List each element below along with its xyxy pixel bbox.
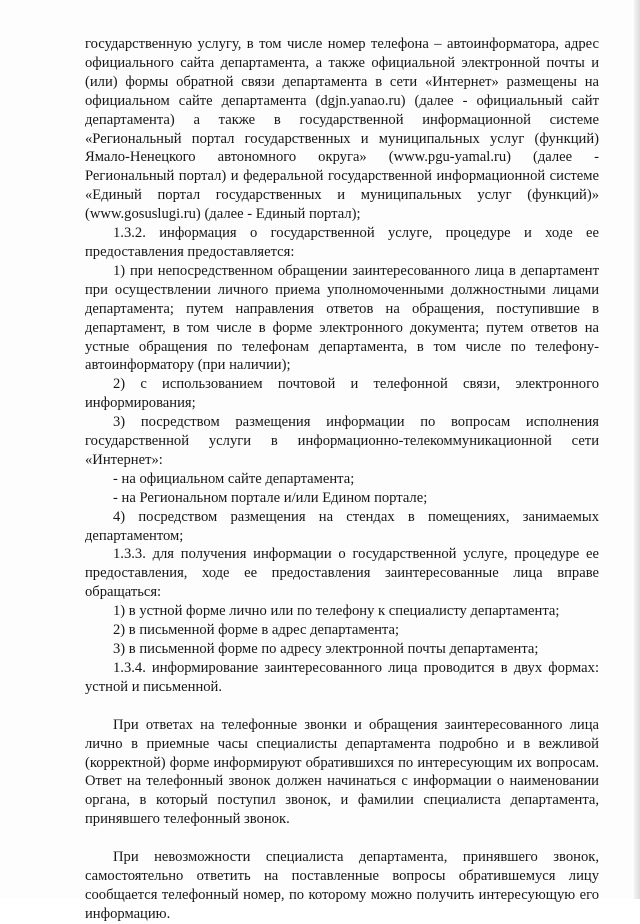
sub-item-portals: - на Региональном портале и/или Едином портале;: [113, 489, 428, 506]
paragraph-1-3-4: 1.3.4. информирование заинтересованного лица проводится в двух формах: устной и письменной.: [85, 659, 599, 695]
list-item-postal-phone: 2) с использованием почтовой и телефонной связи, электронного информирования;: [85, 376, 599, 412]
paragraph-unable-to-answer: При невозможности специалиста департамента, принявшего звонок, самостоятельно ответить на поставленные вопросы обратившемуся лицу сообщается телефонный номер, по которому можно получить интересующую его информацию.: [85, 849, 599, 922]
list-item-oral: 1) в устной форме лично или по телефону к специалисту департамента;: [113, 603, 560, 620]
list-item-email: 3) в письменной форме по адресу электронной почты департамента;: [113, 641, 539, 657]
paragraph-phone-answers: При ответах на телефонные звонки и обращения заинтересованного лица лично в приемные часы специалисты департамента подробно и в вежливой (корректной) форме информируют обратившихся по интересующим их вопросам. Ответ на телефонный звонок должен начинаться с информации о наименовании органа, в который поступил звонок, и фамилии специалиста департамента, принявшего телефонный звонок.: [85, 716, 599, 828]
paragraph-1-3-3: 1.3.3. для получения информации о государственной услуге, процедуре ее предоставления, ходе ее предоставления заинтересованные лица вправе обращаться:: [85, 546, 599, 601]
paragraph-1-3-2: 1.3.2. информация о государственной услуге, процедуре и ходе ее предоставления предоставляется:: [85, 225, 599, 260]
list-item-written: 2) в письменной форме в адрес департамента;: [113, 622, 400, 639]
list-item-direct-appeal: 1) при непосредственном обращении заинтересованного лица в департамент при осуществлении личного приема уполномоченными должностными лицами департамента; путем направления ответов на обращения, поступившие в департамент, в том числе в форме электронного документа; путем ответов на устные обращения по телефонам департамента, в том числе по телефону-автоинформатору (при наличии);: [85, 262, 599, 374]
list-item-stands: 4) посредством размещения на стендах в помещениях, занимаемых департаментом;: [85, 508, 599, 544]
paragraph-contacts-continuation: государственную услугу, в том числе номер телефона – автоинформатора, адрес официального сайта департамента, а также официальной электронной почты и (или) формы обратной связи департамента в сети «Интернет» размещены на официальном сайте департамента (dgjn.yanao.ru) (далее - официальный сайт департамента) а также в государственной информационной системе «Региональный портал государственных и муниципальных услуг (функций) Ямало-Ненецкого автономного округа» (www.pgu-yamal.ru) (далее - Региональный портал) и федеральной государственной информационной системе «Единый портал государственных и муниципальных услуг (функций)» (www.gosuslugi.ru) (далее - Единый портал);: [85, 36, 599, 223]
document-body: [85, 35, 599, 924]
sub-item-official-site: - на официальном сайте департамента;: [113, 470, 355, 487]
list-item-internet: 3) посредством размещения информации по вопросам исполнения государственной услуги в информационно-телекоммуникационной сети «Интернет»:: [85, 414, 599, 468]
